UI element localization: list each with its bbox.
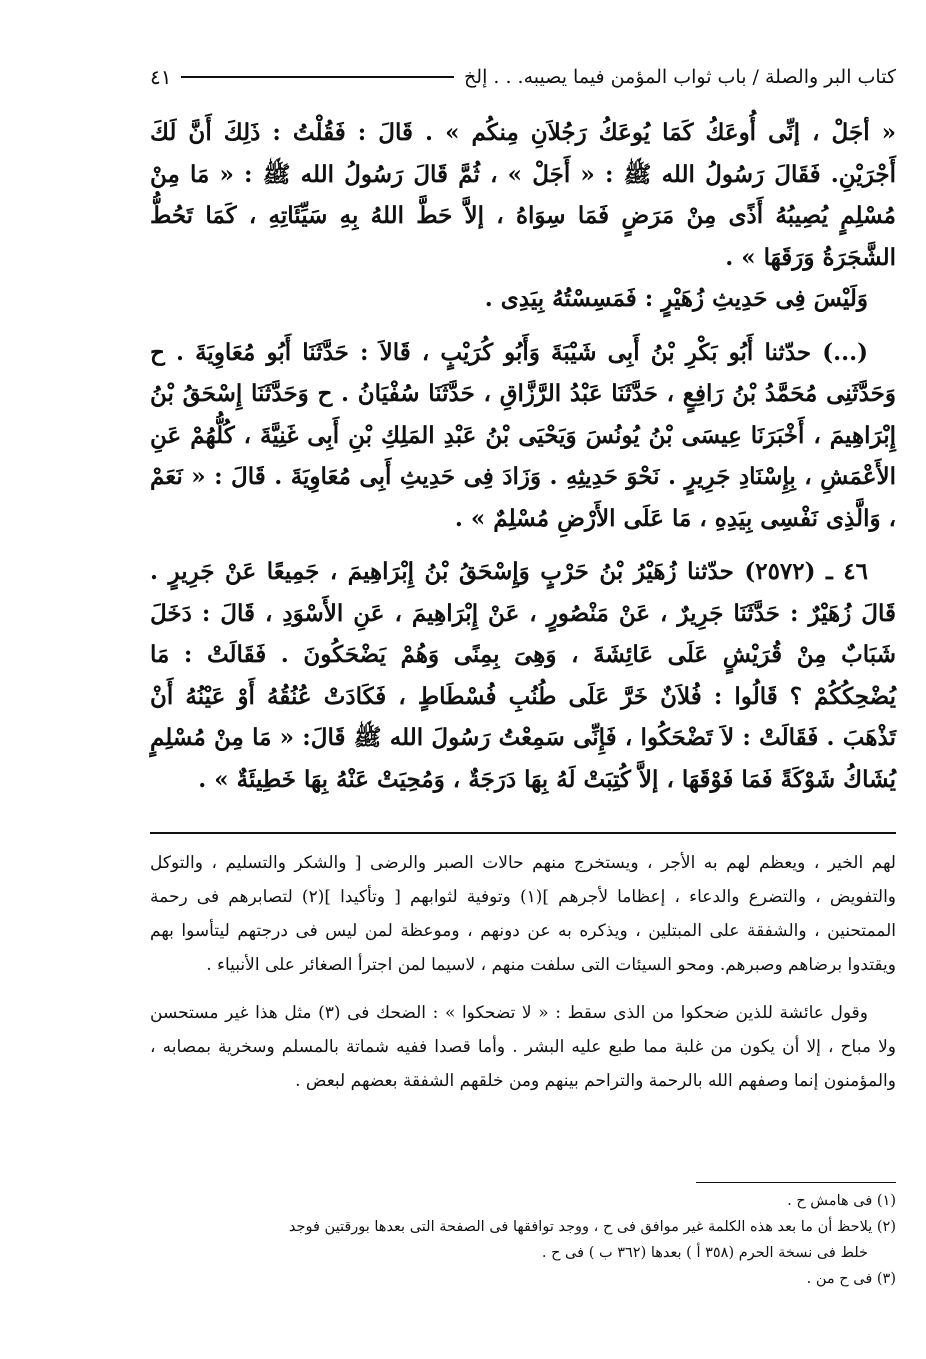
footnote-divider [696,1182,896,1183]
hadith-paragraph: وَلَيْسَ فِى حَدِيثِ زُهَيْرٍ : فَمَسِسْتُهُ بِيَدِى . [484,285,868,312]
hadith-paragraph: (...) حدّثنا أَبُو بَكْرِ بْنُ أَبِى شَيْبَةَ وَأَبُو كُرَيْبٍ ، قَالاَ : حَدَّثَنَا أَبُو مُعَاوِيَةَ . ح وَحَدَّثَنِى مُحَمَّدُ بْنُ رَافِعٍ ، حَدَّثَنَا عَبْدُ الرَّزَّاقِ ، حَدَّثَنَا سُفْيَانُ . ح وَحَدَّثَنَا إِسْحَقُ بْنُ إِبْرَاهِيمَ ، أَخْبَرَنَا عِيسَى بْنُ يُونُسَ وَيَحْيَى بْنُ عَبْدِ المَلِكِ بْنِ أَبِى غَنِيَّةَ ، كُلُّهُمْ عَنِ الأَعْمَشِ ، بِإِسْنَادِ جَرِيرٍ . نَحْوَ حَدِيثِهِ . وَزَادَ فِى حَدِيثِ أَبِى مُعَاوِيَةَ . قَالَ : « نَعَمْ ، وَالَّذِى نَفْسِى بِيَدِهِ ، مَا عَلَى الأَرْضِ مُسْلِمٌ » . [150,338,896,532]
chapter-title: كتاب البر والصلة / باب ثواب المؤمن فيما يصيبه. . . إلخ [464,66,896,88]
commentary-paragraph: وقول عائشة للذين ضحكوا من الذى سقط : « لا تضحكوا » : الضحك فى (٣) مثل هذا غير مستحسن ولا مباح ، إلا أن يكون من غلبة مما طبع عليه البشر . وأما قصدا ففيه شماتة بالمسلم وسخرية بمصابه ، والمؤمنون إنما وصفهم الله بالرحمة والتراحم بينهم ومن خلقهم الشفقة بعضهم لبعض . [150,1003,896,1091]
hadith-paragraph: ٤٦ ـ (٢٥٧٢) حدّثنا زُهَيْرُ بْنُ حَرْبٍ وَإِسْحَقُ بْنُ إِبْرَاهِيمَ ، جَمِيعًا عَنْ جَرِيرٍ . قَالَ زُهَيْرٌ : حَدَّثَنَا جَرِيرٌ ، عَنْ مَنْصُورٍ ، عَنْ إِبْرَاهِيمَ ، عَنِ الأَسْوَدِ ، قَالَ : دَخَلَ شَبَابٌ مِنْ قُرَيْشٍ عَلَى عَائِشَةَ ، وَهِىَ بِمِنًى وَهُمْ يَضْحَكُونَ . فَقَالَتْ : مَا يُضْحِكُكُمْ ؟ قَالُوا : فُلاَنٌ خَرَّ عَلَى طُنُبِ فُسْطَاطٍ ، فَكَادَتْ عُنُقُهُ أَوْ عَيْنُهُ أَنْ تَذْهَبَ . فَقَالَتْ : لاَ تَضْحَكُوا ، فَإِنِّى سَمِعْتُ رَسُولَ الله ﷺ قَالَ: « مَا مِنْ مُسْلِمٍ يُشَاكُ شَوْكَةً فَمَا فَوْقَهَا ، إلاَّ كُتِبَتْ لَهُ بِهَا دَرَجَةٌ ، وَمُحِيَتْ عَنْهُ بِهَا خَطِيئَةٌ » . [150,558,896,793]
footnote-continuation: خلط فى نسخة الحرم (٣٥٨ أ ) بعدها (٣٦٢ ب ) فى ح . [541,1245,868,1261]
header-rule [181,76,454,78]
commentary-paragraph: لهم الخير ، ويعظم لهم به الأجر ، ويستخرج منهم حالات الصبر والرضى [ والشكر والتسليم ، والتوكل والتفويض ، والتضرع والدعاء ، إعظاما لأجرهم ](١) وتوفية لثوابهم [ وتأكيدا ](٢) لتصابرهم فى رحمة الممتحنين ، والشفقة على المبتلين ، ويذكره به عن دونهم ، وموعظة لمن ليس فى درجتهم ليتأسوا بهم ويقتدوا برضاهم وصبرهم. ومحو السيئات التى سلفت منهم ، لاسيما لمن اجترأ الصغائر على الأنبياء . [150,853,897,975]
page-number: ٤١ [150,65,172,89]
hadith-text [150,112,896,800]
footnote: (٢) يلاحظ أن ما بعد هذه الكلمة غير موافق فى ح ، ووجد توافقها فى الصفحة التى بعدها بورقتين فوجد [288,1219,896,1235]
running-header [150,62,896,92]
footnote: (٣) فى ح من . [806,1271,896,1287]
footnote: (١) فى هامش ح . [787,1193,896,1209]
hadith-paragraph: « أجَلْ ، إنِّى أُوعَكُ كَمَا يُوعَكُ رَجُلاَنِ مِنكُم » . قَالَ : فَقُلْتُ : ذَلِكَ أَنَّ لَكَ أَجْرَيْنِ. فَقَالَ رَسُولُ الله ﷺ : « أَجَلْ » ، ثُمَّ قَالَ رَسُولُ الله ﷺ : « مَا مِنْ مُسْلِمٍ يُصِيبُهُ أَذًى مِنْ مَرَضٍ فَمَا سِوَاهُ ، إلاَّ حَطَّ اللهُ بِهِ سَيِّئَاتِهِ ، كَمَا تَحُطُّ الشَّجَرَةُ وَرَقَهَا » . [150,119,896,271]
commentary-divider [150,832,896,834]
commentary-text [150,846,896,1098]
footnotes [150,1188,896,1292]
